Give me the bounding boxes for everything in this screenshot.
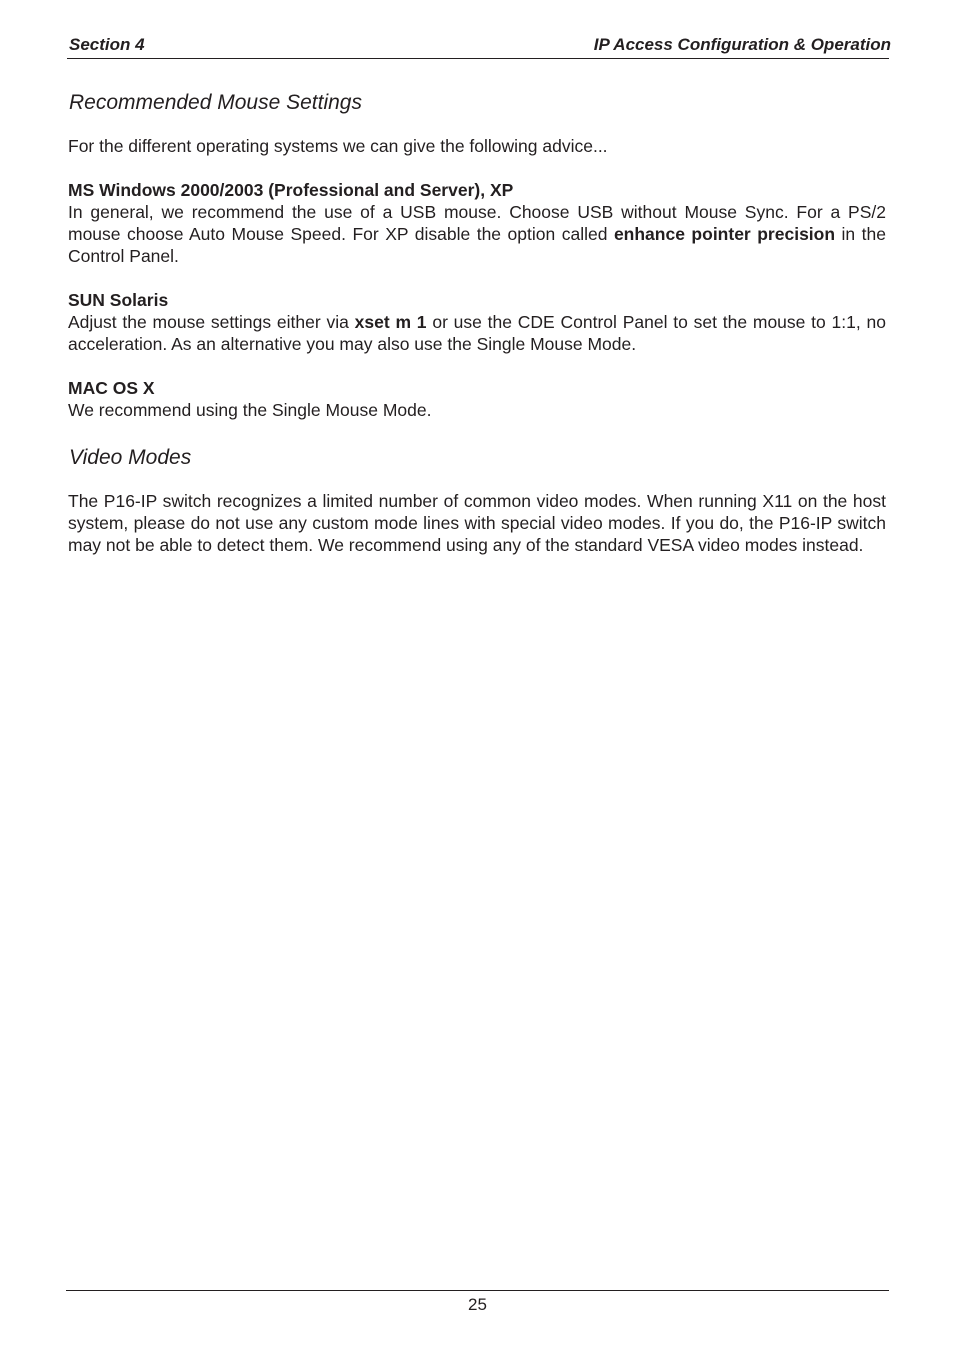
solaris-subheading: SUN Solaris [68,290,169,310]
solaris-text-a: Adjust the mouse settings either via [68,312,355,332]
mouse-settings-heading: Recommended Mouse Settings [69,91,362,114]
windows-option-name: enhance pointer precision [613,224,836,244]
mac-subheading: MAC OS X [68,378,155,398]
solaris-command: xset m 1 [354,312,427,332]
mac-paragraph: We recommend using the Single Mouse Mode. [68,400,432,420]
header-section: Section 4 [69,35,145,54]
solaris-text-b: or use the CDE Control Panel to set the mouse to 1:1, no acceleration. As an alternative you may also use the Single Mouse Mode. [68,312,886,354]
header-chapter-title: IP Access Configuration & Operation [593,35,891,54]
windows-text-b: in the Control Panel. [68,224,886,266]
windows-text-a: In general, we recommend the use of a USB mouse. Choose USB without Mouse Sync. For a PS/2 mouse choose Auto Mouse Speed. For XP disable the option called [68,202,886,244]
windows-subheading: MS Windows 2000/2003 (Professional and Server), XP [68,180,514,200]
video-modes-paragraph: The P16-IP switch recognizes a limited number of common video modes. When running X11 on the host system, please do not use any custom mode lines with special video modes. If you do, the P16-IP switch may not be able to detect them. We recommend using any of the standard VESA video modes instead. [68,491,886,555]
page-footer [66,1290,889,1316]
mouse-settings-intro: For the different operating systems we can give the following advice... [68,136,608,156]
solaris-paragraph [68,311,886,355]
page-header [67,34,889,59]
page-number: 25 [468,1295,487,1314]
video-modes-heading: Video Modes [69,446,192,469]
windows-paragraph [68,201,886,267]
page-content [68,88,886,556]
